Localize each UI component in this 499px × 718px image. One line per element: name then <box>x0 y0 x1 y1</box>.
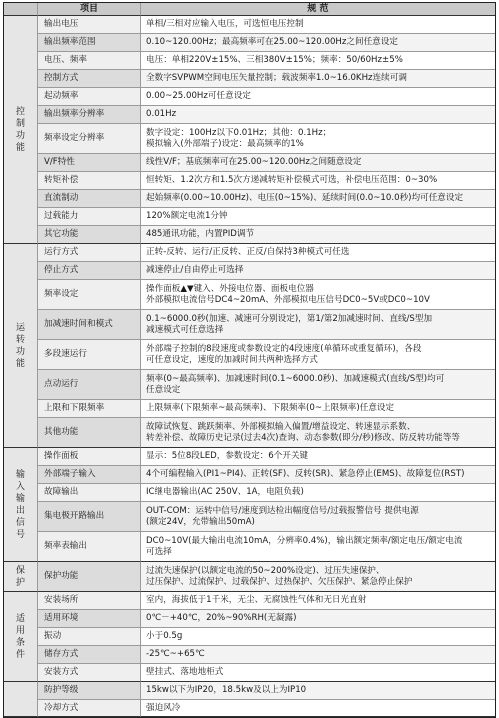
spec-item-value: 恒转矩、1.2次方和1.5次方递减转矩补偿模式可选，补偿电压范围：0~30% <box>141 172 495 190</box>
spec-item-label: 安装场所 <box>38 592 141 610</box>
spec-item-label: 加减速时间和模式 <box>38 310 141 340</box>
spec-item-label: V/F特性 <box>38 154 141 172</box>
group-label: 运 转 功 能 <box>4 244 38 448</box>
spec-item-value: 数字设定：100Hz以下0.01Hz；其他：0.1Hz； 模拟输入(外部端子)设定：最高频率的1% <box>141 124 495 154</box>
spec-item-value: 全数字SVPWM空间电压矢量控制；载波频率1.0~16.0KHz连续可调 <box>141 70 495 88</box>
spec-item-label: 外部端子输入 <box>38 466 141 484</box>
spec-item-value: 壁挂式、落地地柜式 <box>141 664 495 682</box>
group-label: 控 制 功 能 <box>4 16 38 244</box>
spec-item-value: 操作面板▲▼键入、外接电位器、面板电位器 外部模拟电流信号DC4~20mA、外部模拟电压信号DC0~5V或DC0~10V <box>141 280 495 310</box>
spec-item-label: 其他功能 <box>38 418 141 448</box>
spec-item-label: 上限和下限频率 <box>38 400 141 418</box>
spec-item-label: 故障输出 <box>38 484 141 502</box>
spec-item-value: IC继电器输出(AC 250V、1A，电阻负载) <box>141 484 495 502</box>
spec-item-value: 正转-反转、运行/正反转、正反/自保持3种模式可任选 <box>141 244 495 262</box>
spec-item-label: 运行方式 <box>38 244 141 262</box>
header-corner <box>4 3 38 16</box>
group-label: 输 入 输 出 信 号 <box>4 448 38 562</box>
spec-item-value: -25℃~+65℃ <box>141 646 495 664</box>
spec-item-value: 上限频率(下限频率~最高频率)、下限频率(0~上限频率)任意设定 <box>141 400 495 418</box>
spec-item-value: 显示：5位8段LED，参数设定：6个开关键 <box>141 448 495 466</box>
spec-item-label: 集电极开路输出 <box>38 502 141 532</box>
spec-item-value: 0.1~6000.0秒(加速、减速可分别设定)，第1/第2加减速时间、直线/S型加 减速模式可任意选择 <box>141 310 495 340</box>
spec-item-value: OUT-COM：运转中信号/速度到达检出幅度信号/过载报警信号 提供电源 (额定24V，允带输出50mA) <box>141 502 495 532</box>
spec-item-label: 输出频率范围 <box>38 34 141 52</box>
spec-item-value: 485通讯功能，内置PID调节 <box>141 226 495 244</box>
spec-item-label: 转矩补偿 <box>38 172 141 190</box>
spec-item-value: 频率(0~最高频率)、加减速时间(0.1~6000.0秒)、加减速模式(直线/S型)均可 任意设定 <box>141 370 495 400</box>
spec-item-label: 冷却方式 <box>38 700 141 717</box>
spec-item-label: 频率设定 <box>38 280 141 310</box>
spec-item-value: 0.00~25.00Hz可任意设定 <box>141 88 495 106</box>
spec-item-value: 15kw以下为IP20，18.5kw及以上为IP10 <box>141 682 495 700</box>
spec-item-label: 控制方式 <box>38 70 141 88</box>
spec-item-value: 0.10~120.00Hz；最高频率可在25.00~120.00Hz之间任意设定 <box>141 34 495 52</box>
spec-item-value: DC0~10V(最大输出电流10mA，分辨率0.4%)，输出额定频率/额定电压/额定电流 可选择 <box>141 532 495 562</box>
spec-item-value: 故障试恢复、跳跃频率、外部模拟输入偏置/增益设定、转速显示系数、 转差补偿、故障历史记录(过去4次)查询、动态参数(即分/秒)修改、防反转功能等等 <box>141 418 495 448</box>
spec-item-value: 120%额定电流1分钟 <box>141 208 495 226</box>
spec-item-label: 保护功能 <box>38 562 141 592</box>
spec-item-label: 停止方式 <box>38 262 141 280</box>
spec-item-value: 4个可编程输入(PI1~PI4)、正转(SF)、反转(SR)、紧急停止(EMS)、故障复位(RST) <box>141 466 495 484</box>
spec-item-label: 电压、频率 <box>38 52 141 70</box>
spec-item-value: 线性V/F；基底频率可在25.00~120.00Hz之间随意设定 <box>141 154 495 172</box>
spec-item-label: 输出电压 <box>38 16 141 34</box>
spec-item-label: 适用环境 <box>38 610 141 628</box>
spec-item-label: 点动运行 <box>38 370 141 400</box>
spec-item-value: 外部端子控制的8段速度或参数设定的4段速度(单循环或重复循环)，各段 可任意设定，速度的加减时间共两种选择方式 <box>141 340 495 370</box>
spec-item-label: 防护等级 <box>38 682 141 700</box>
spec-item-label: 多段速运行 <box>38 340 141 370</box>
spec-item-value: 减速停止/自由停止可选择 <box>141 262 495 280</box>
spec-item-label: 振动 <box>38 628 141 646</box>
spec-item-value: 单相/三相对应输入电压，可选恒电压控制 <box>141 16 495 34</box>
spec-table-grid <box>4 3 495 717</box>
spec-item-value: 0℃－+40℃，20%~90%RH(无凝露) <box>141 610 495 628</box>
spec-item-label: 频率设定分辨率 <box>38 124 141 154</box>
spec-item-label: 起动频率 <box>38 88 141 106</box>
group-label <box>4 682 38 717</box>
spec-item-value: 室内，海拔低于1千米，无尘、无腐蚀性气体和无日光直射 <box>141 592 495 610</box>
spec-table <box>3 2 496 718</box>
spec-item-value: 小于0.5g <box>141 628 495 646</box>
spec-item-label: 储存方式 <box>38 646 141 664</box>
spec-item-value: 起始频率(0.00~10.00Hz)、电压(0~15%)、延续时间(0.0~10.0秒)均可任意设定 <box>141 190 495 208</box>
spec-item-label: 安装方式 <box>38 664 141 682</box>
spec-item-value: 0.01Hz <box>141 106 495 124</box>
spec-item-label: 其它功能 <box>38 226 141 244</box>
spec-item-label: 频率表输出 <box>38 532 141 562</box>
spec-item-value: 过流失速保护(以额定电流的50~200%设定)、过压失速保护、 过压保护、过流保护、过载保护、过热保护、欠压保护、紧急停止保护 <box>141 562 495 592</box>
header-spec: 规 范 <box>141 3 495 16</box>
header-item: 项目 <box>38 3 141 16</box>
spec-item-label: 操作面板 <box>38 448 141 466</box>
group-label: 适 用 条 件 <box>4 592 38 682</box>
group-label: 保 护 <box>4 562 38 592</box>
spec-item-label: 直流制动 <box>38 190 141 208</box>
spec-item-value: 强迫风冷 <box>141 700 495 717</box>
spec-item-label: 输出频率分辨率 <box>38 106 141 124</box>
spec-item-label: 过载能力 <box>38 208 141 226</box>
spec-item-value: 电压：单相220V±15%、三相380V±15%；频率：50/60Hz±5% <box>141 52 495 70</box>
